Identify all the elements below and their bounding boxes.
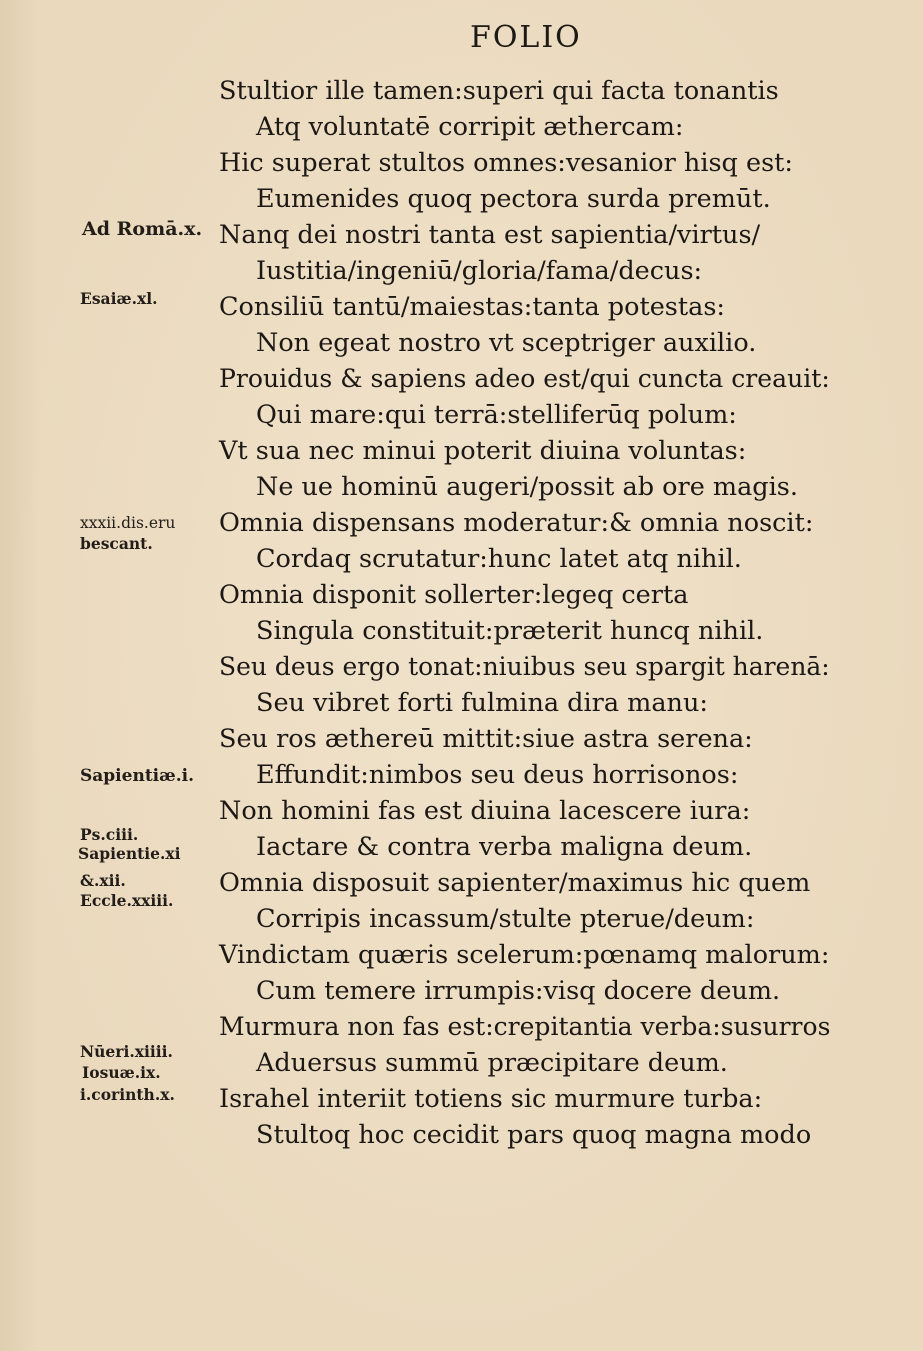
- verse-line-6: Iustitia/ingeniū/gloria/fama/decus:: [256, 256, 703, 286]
- verse-line-29: Israhel interiit totiens sic murmure turba:: [219, 1084, 763, 1114]
- verse-line-22: Iactare & contra verba maligna deum.: [256, 832, 753, 862]
- verse-line-4: Eumenides quoq pectora surda premūt.: [256, 184, 771, 214]
- verse-line-8: Non egeat nostro vt sceptriger auxilio.: [256, 328, 757, 358]
- verse-line-10: Qui mare:qui terrā:stelliferūq polum:: [256, 400, 737, 430]
- verse-line-17: Seu deus ergo tonat:niuibus seu spargit harenā:: [219, 652, 830, 682]
- verse-line-7: Consiliū tantū/maiestas:tanta potestas:: [219, 292, 726, 322]
- verse-line-19: Seu ros æthereū mittit:siue astra serena:: [219, 724, 753, 754]
- margin-note-sapientiae-1: Sapientiæ.i.: [80, 766, 194, 786]
- verse-line-16: Singula constituit:præterit huncq nihil.: [256, 616, 764, 646]
- margin-note-corinthians: i.corinth.x.: [80, 1085, 175, 1104]
- verse-line-20: Effundit:nimbos seu deus horrisonos:: [256, 760, 739, 790]
- margin-note-iosuae: Iosuæ.ix.: [82, 1063, 161, 1082]
- verse-line-14: Cordaq scrutatur:hunc latet atq nihil.: [256, 544, 742, 574]
- verse-line-2: Atq voluntatē corripit æthercam:: [256, 112, 684, 142]
- verse-line-9: Prouidus & sapiens adeo est/qui cuncta creauit:: [219, 364, 830, 394]
- verse-line-1: Stultior ille tamen:superi qui facta tonantis: [219, 76, 779, 106]
- verse-line-24: Corripis incassum/stulte pterue/deum:: [256, 904, 755, 934]
- margin-note-dist: xxxii.dis.eru: [80, 514, 176, 532]
- verse-line-23: Omnia disposuit sapienter/maximus hic quem: [219, 868, 811, 898]
- verse-line-30: Stultoq hoc cecidit pars quoq magna modo: [256, 1120, 812, 1150]
- verse-line-15: Omnia disponit sollerter:legeq certa: [219, 580, 689, 610]
- verse-line-18: Seu vibret forti fulmina dira manu:: [256, 688, 708, 718]
- page-header: FOLIO: [470, 20, 582, 55]
- margin-note-numeri: Nūeri.xiiii.: [80, 1042, 173, 1061]
- verse-line-26: Cum temere irrumpis:visq docere deum.: [256, 976, 781, 1006]
- verse-line-13: Omnia dispensans moderatur:& omnia noscit:: [219, 508, 814, 538]
- verse-line-5: Nanq dei nostri tanta est sapientia/virtus/: [219, 220, 761, 250]
- margin-note-esaiae: Esaiæ.xl.: [80, 289, 158, 308]
- margin-note-12: &.xii.: [80, 871, 126, 890]
- verse-line-3: Hic superat stultos omnes:vesanior hisq est:: [219, 148, 793, 178]
- margin-note-ad-romanos: Ad Romā.x.: [82, 218, 203, 240]
- verse-line-21: Non homini fas est diuina lacescere iura:: [219, 796, 751, 826]
- margin-note-sapientie-11: Sapientie.xi: [78, 844, 181, 863]
- verse-line-11: Vt sua nec minui poterit diuina voluntas:: [219, 436, 747, 466]
- margin-note-psalm: Ps.ciii.: [80, 825, 139, 844]
- verse-line-28: Aduersus summū præcipitare deum.: [256, 1048, 728, 1078]
- verse-line-27: Murmura non fas est:crepitantia verba:susurros: [219, 1012, 831, 1042]
- margin-note-ecclesiasticus: Eccle.xxiii.: [80, 891, 174, 910]
- verse-line-25: Vindictam quæris scelerum:pœnamq malorum:: [219, 940, 830, 970]
- margin-note-erubescant: bescant.: [80, 534, 153, 553]
- verse-line-12: Ne ue hominū augeri/possit ab ore magis.: [256, 472, 798, 502]
